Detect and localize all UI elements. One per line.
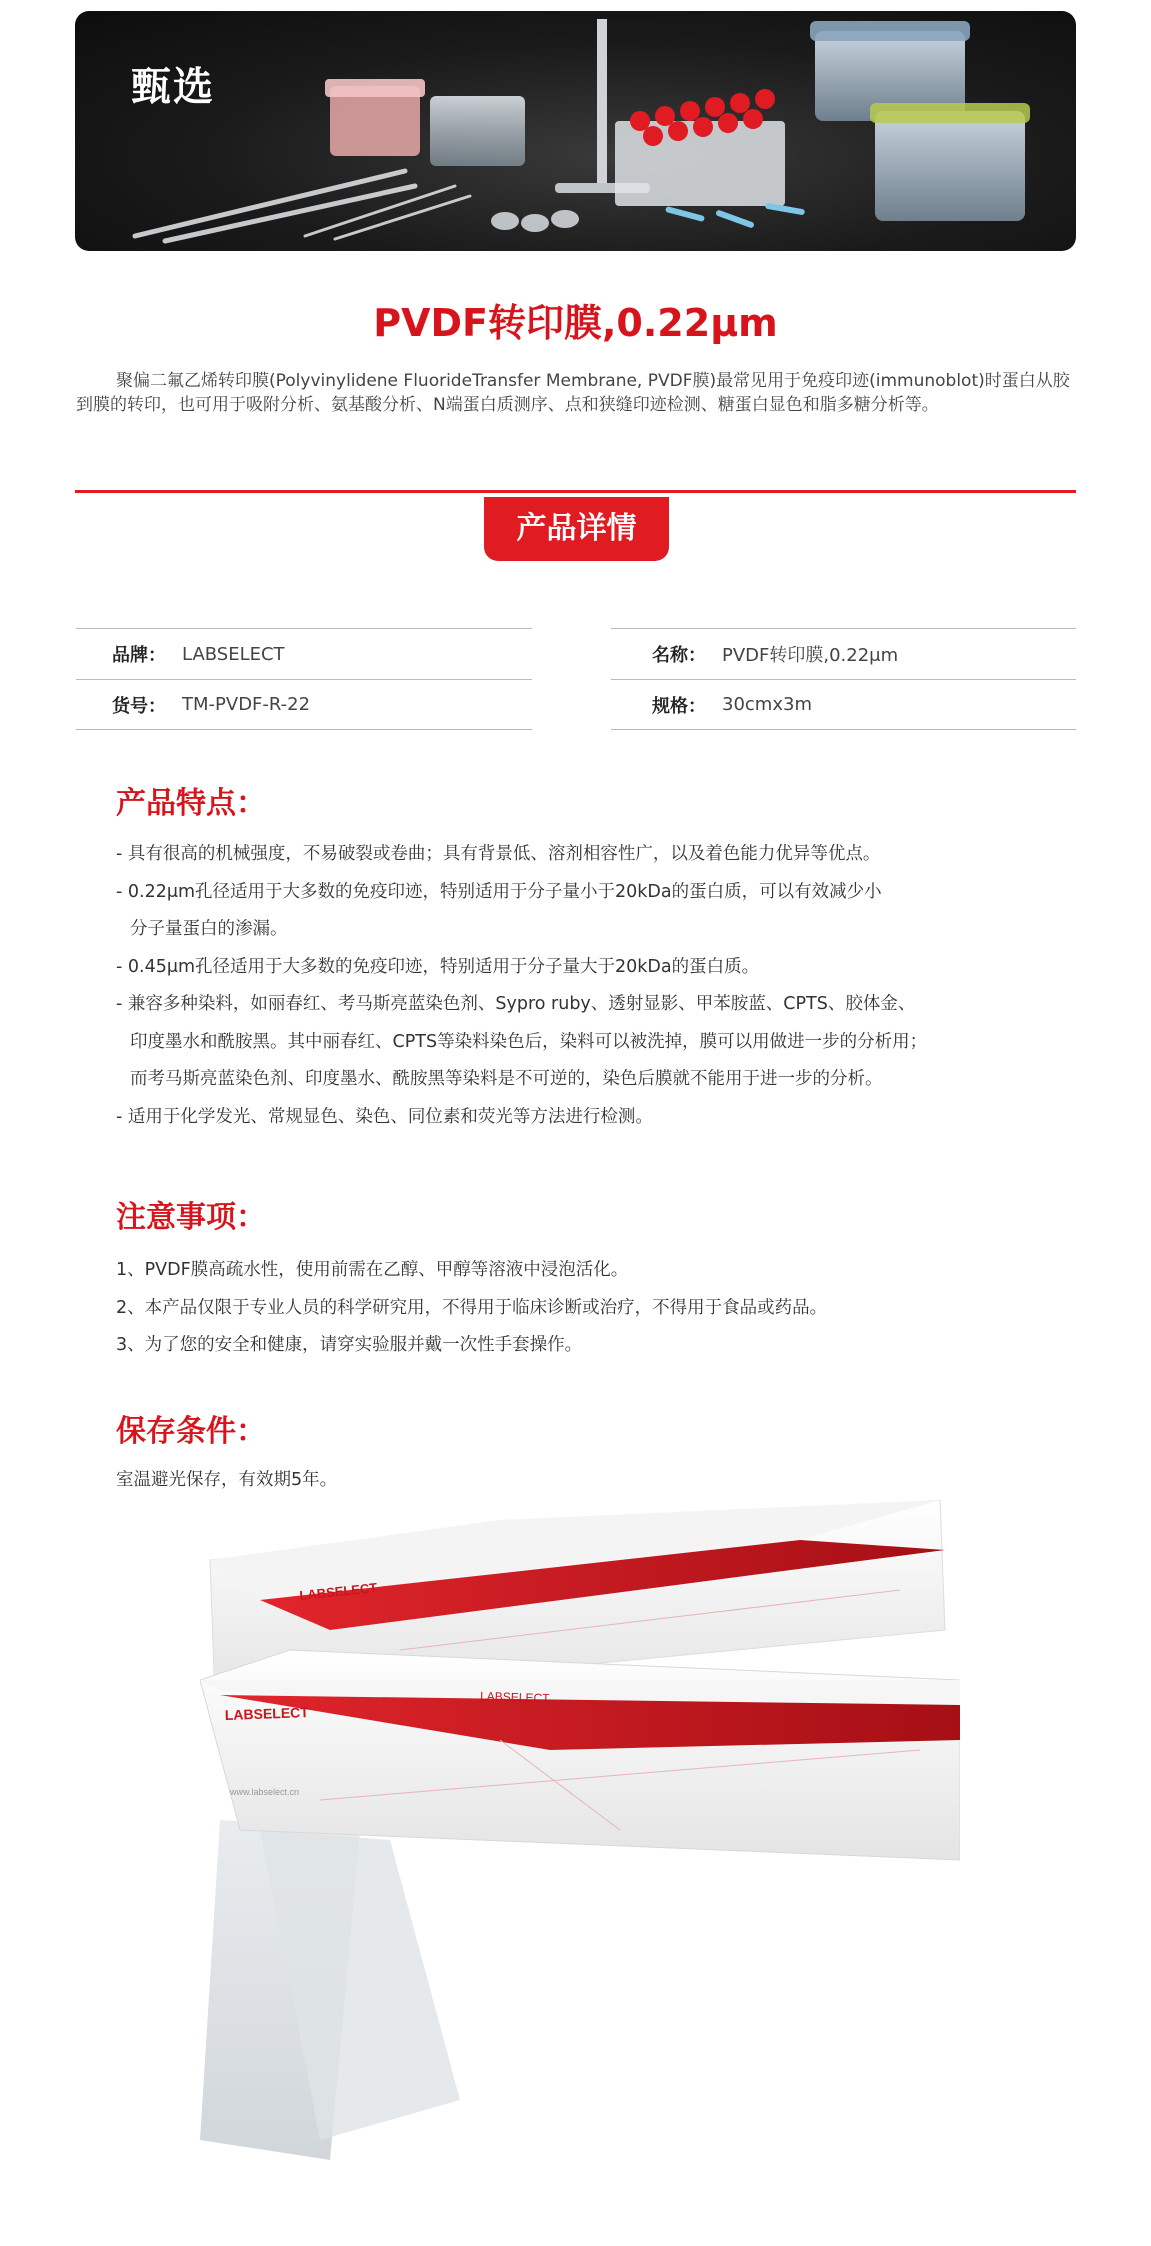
features-heading: 产品特点： <box>116 786 266 821</box>
list-item: - 0.22μm孔径适用于大多数的免疫印迹，特别适用于分子量小于20kDa的蛋白质，可以有效减少小 <box>116 881 882 902</box>
list-item: 而考马斯亮蓝染色剂、印度墨水、酰胺黑等染料是不可逆的，染色后膜就不能用于进一步的分析。 <box>130 1069 883 1089</box>
storage-heading: 保存条件： <box>116 1414 266 1449</box>
spec-key: 货号： <box>112 695 166 717</box>
notes-heading: 注意事项： <box>116 1200 266 1235</box>
spec-row-name <box>611 629 1076 679</box>
notes-list <box>116 1252 1056 1365</box>
lab-products-illustration <box>75 11 1076 251</box>
product-details-tab: 产品详情 <box>484 497 669 561</box>
hero-banner <box>75 11 1076 251</box>
list-item: - 具有很高的机械强度，不易破裂或卷曲；具有背景低、溶剂相容性广，以及着色能力优异等优点。 <box>116 844 881 864</box>
box-url-text: www.labselect.cn <box>230 1787 300 1797</box>
box-brand-text: LABSELECT <box>224 1704 310 1723</box>
spec-key: 品牌： <box>112 645 166 666</box>
storage-text-block <box>116 1462 1056 1500</box>
storage-text: 室温避光保存，有效期5年。 <box>116 1470 338 1490</box>
intro-paragraph: 聚偏二氟乙烯转印膜(Polyvinylidene FluorideTransfer Membrane, PVDF膜)最常见用于免疫印迹(immunoblot)时蛋白从胶到膜的转印，也可用于吸附分析、氨基酸分析、N端蛋白质测序、点和狭缝印迹检测、糖蛋白显色和脂多糖分析等。 <box>76 371 1070 415</box>
spec-value: TM-PVDF-R-22 <box>182 694 311 715</box>
list-item: - 0.45μm孔径适用于大多数的免疫印迹，特别适用于分子量大于20kDa的蛋白质。 <box>116 956 760 977</box>
features-list <box>116 836 1056 1136</box>
list-item: - 适用于化学发光、常规显色、染色、同位素和荧光等方法进行检测。 <box>116 1106 653 1127</box>
section-divider <box>75 490 1076 493</box>
list-item: 2、本产品仅限于专业人员的科学研究用，不得用于临床诊断或治疗，不得用于食品或药品。 <box>116 1297 828 1318</box>
spec-key: 规格： <box>652 695 706 717</box>
spec-key: 名称： <box>652 645 706 666</box>
spec-value: PVDF转印膜,0.22μm <box>722 645 899 666</box>
product-box-illustration <box>200 1500 960 2160</box>
brand-logo: 甄选 <box>131 64 215 110</box>
list-item: 印度墨水和酰胺黑。其中丽春红、CPTS等染料染色后，染料可以被洗掉，膜可以用做进一步的分析用； <box>130 1031 928 1052</box>
spec-row-sku <box>76 679 532 729</box>
box-brand-text-top: LABSELECT <box>479 1689 550 1706</box>
spec-row-brand <box>76 629 532 679</box>
spec-value: 30cmx3m <box>722 694 812 715</box>
spec-row-size <box>611 679 1076 729</box>
box-brand-text-back: LABSELECT <box>298 1579 378 1603</box>
spec-value: LABSELECT <box>182 643 285 665</box>
list-item: 1、PVDF膜高疏水性，使用前需在乙醇、甲醇等溶液中浸泡活化。 <box>116 1260 629 1280</box>
page-title: PVDF转印膜,0.22μm <box>373 301 778 345</box>
list-item: 3、为了您的安全和健康，请穿实验服并戴一次性手套操作。 <box>116 1335 583 1355</box>
spec-table-left <box>76 628 532 730</box>
list-item: 分子量蛋白的渗漏。 <box>130 919 288 939</box>
spec-table-right <box>611 628 1076 730</box>
list-item: - 兼容多种染料，如丽春红、考马斯亮蓝染色剂、Sypro ruby、透射显影、甲苯胺蓝、CPTS、胶体金、 <box>116 994 916 1014</box>
